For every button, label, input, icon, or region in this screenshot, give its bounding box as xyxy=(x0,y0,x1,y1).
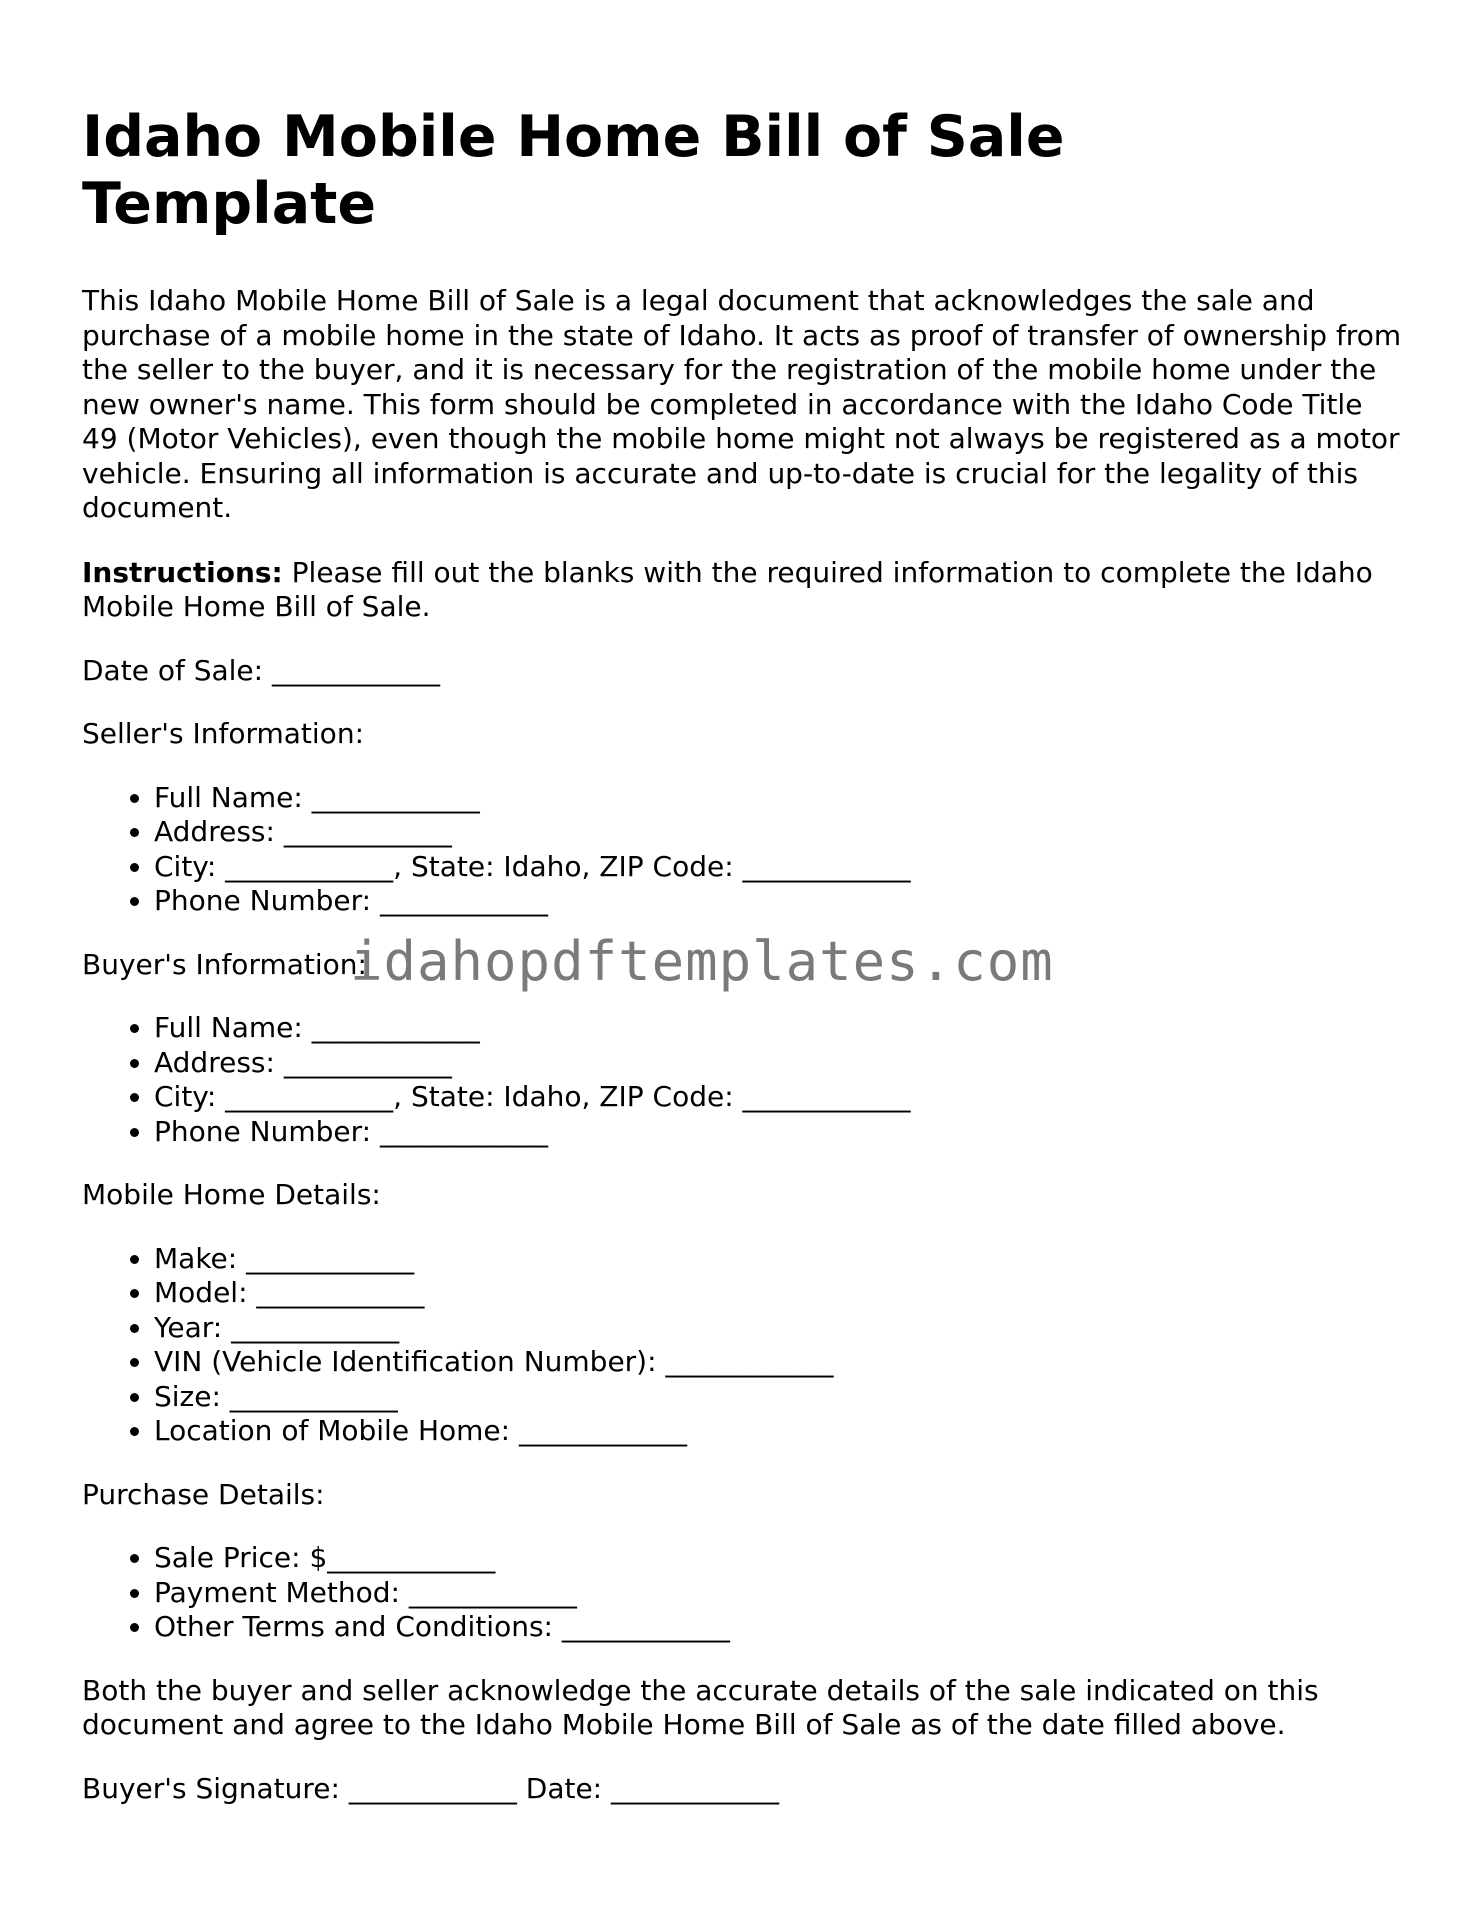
instructions-label: Instructions: xyxy=(82,555,283,589)
mobile-home-list xyxy=(82,1242,1402,1449)
sale-price-field[interactable]: • Sale Price: $____________ xyxy=(154,1541,1402,1576)
seller-phone-field[interactable]: • Phone Number: ____________ xyxy=(154,884,1402,919)
seller-list xyxy=(82,781,1402,919)
page-title: Idaho Mobile Home Bill of Sale Template xyxy=(82,104,1065,237)
instructions-text: Please fill out the blanks with the required information to complete the Idaho Mobile Home Bill of Sale. xyxy=(82,555,1373,623)
year-field[interactable]: • Year: ____________ xyxy=(154,1311,1402,1346)
seller-full-name-field[interactable]: • Full Name: ____________ xyxy=(154,781,1402,816)
purchase-list xyxy=(82,1541,1402,1645)
vin-field[interactable]: • VIN (Vehicle Identification Number): ____________ xyxy=(154,1345,1402,1380)
purchase-heading: Purchase Details: xyxy=(82,1477,325,1511)
buyer-list xyxy=(82,1011,1402,1149)
date-of-sale-field[interactable]: Date of Sale: ____________ xyxy=(82,653,440,687)
instructions-paragraph xyxy=(82,556,1402,625)
size-field[interactable]: • Size: ____________ xyxy=(154,1380,1402,1415)
location-field[interactable]: • Location of Mobile Home: ____________ xyxy=(154,1414,1402,1449)
intro-paragraph: This Idaho Mobile Home Bill of Sale is a legal document that acknowledges the sale and purchase of a mobile home in the state of Idaho. It acts as proof of transfer of ownership from the seller to the buyer, and it is necessary for the registration of the mobile home under the new owner's name. This form should be completed in accordance with the Idaho Code Title 49 (Motor Vehicles), even though the mobile home might not always be registered as a motor vehicle. Ensuring all information is accurate and up-to-date is crucial for the legality of this document. xyxy=(82,284,1402,524)
make-field[interactable]: • Make: ____________ xyxy=(154,1242,1402,1277)
seller-city-zip-field[interactable]: • City: ____________, State: Idaho, ZIP Code: ____________ xyxy=(154,850,1402,885)
buyer-full-name-field[interactable]: • Full Name: ____________ xyxy=(154,1011,1402,1046)
other-terms-field[interactable]: • Other Terms and Conditions: ____________ xyxy=(154,1610,1402,1645)
watermark: idahopdftemplates.com xyxy=(350,930,1054,993)
buyer-address-field[interactable]: • Address: ____________ xyxy=(154,1046,1402,1081)
mobile-home-heading: Mobile Home Details: xyxy=(82,1178,381,1211)
seller-heading: Seller's Information: xyxy=(82,717,364,750)
buyer-phone-field[interactable]: • Phone Number: ____________ xyxy=(154,1115,1402,1150)
buyer-city-zip-field[interactable]: • City: ____________, State: Idaho, ZIP Code: ____________ xyxy=(154,1080,1402,1115)
buyer-signature-field[interactable]: Buyer's Signature: ____________ Date: ____________ xyxy=(82,1771,780,1805)
payment-method-field[interactable]: • Payment Method: ____________ xyxy=(154,1576,1402,1611)
acknowledgement-paragraph: Both the buyer and seller acknowledge the accurate details of the sale indicated on this document and agree to the Idaho Mobile Home Bill of Sale as of the date filled above. xyxy=(82,1673,1319,1741)
model-field[interactable]: • Model: ____________ xyxy=(154,1276,1402,1311)
buyer-heading: Buyer's Information: xyxy=(82,947,367,981)
seller-address-field[interactable]: • Address: ____________ xyxy=(154,815,1402,850)
